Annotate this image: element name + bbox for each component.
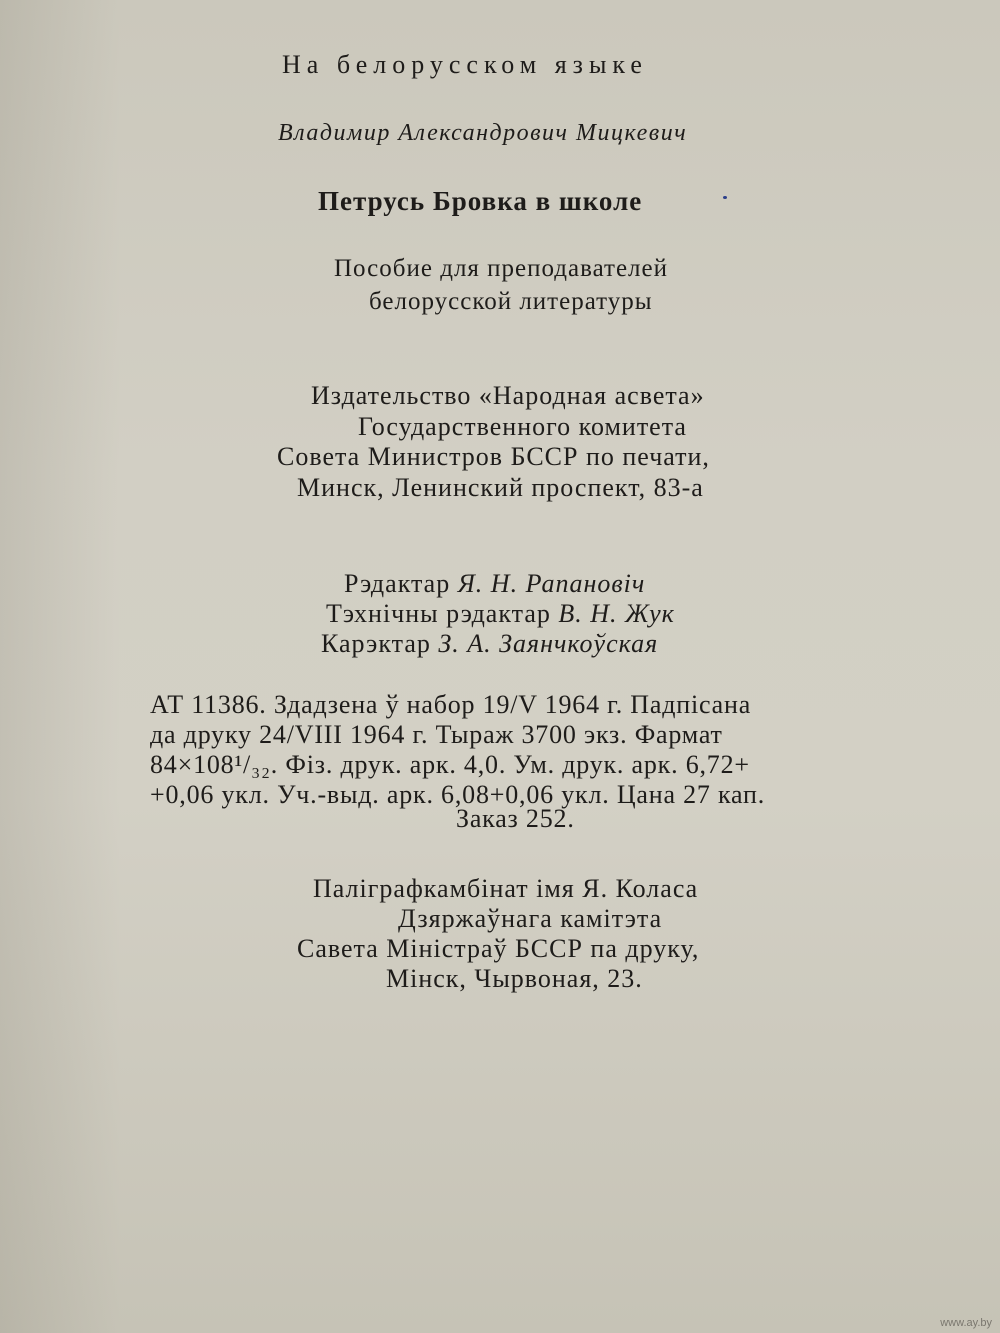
printer-line: Дзяржаўнага камітэта bbox=[398, 904, 663, 933]
printer-line: Савета Міністраў БССР па друку, bbox=[297, 934, 700, 963]
imprint-line: 84×108¹/₃₂. Фіз. друк. арк. 4,0. Ум. друк. арк. 6,72+ bbox=[150, 750, 750, 779]
credit-proofreader bbox=[321, 631, 658, 657]
subtitle-line-1: Пособие для преподавателей bbox=[334, 255, 669, 282]
subtitle-line-2: белорусской литературы bbox=[369, 288, 653, 315]
author-name: Владимир Александрович Мицкевич bbox=[278, 120, 688, 146]
publisher-line: Совета Министров БССР по печати, bbox=[277, 442, 710, 471]
imprint-line: да друку 24/VIII 1964 г. Тыраж 3700 экз. Фармат bbox=[150, 720, 723, 749]
credit-tech-editor bbox=[326, 601, 675, 627]
credit-role: Тэхнічны рэдактар bbox=[326, 599, 551, 628]
page-shadow bbox=[0, 0, 120, 1333]
credit-name: В. Н. Жук bbox=[558, 599, 675, 628]
credit-role: Рэдактар bbox=[344, 569, 451, 598]
publisher-line: Издательство «Народная асвета» bbox=[311, 381, 705, 410]
credit-role: Карэктар bbox=[321, 629, 431, 658]
imprint-line: +0,06 укл. Уч.-выд. арк. 6,08+0,06 укл. Цана 27 кап. bbox=[150, 780, 766, 809]
printer-line: Мінск, Чырвоная, 23. bbox=[386, 964, 643, 993]
language-note: На белорусском языке bbox=[282, 50, 648, 79]
credit-editor bbox=[344, 571, 645, 597]
ink-dot bbox=[723, 196, 727, 199]
imprint-line: АТ 11386. Здадзена ў набор 19/V 1964 г. Падпісана bbox=[150, 690, 752, 719]
publisher-line: Государственного комитета bbox=[358, 412, 687, 441]
watermark: www.ay.by bbox=[940, 1317, 992, 1329]
credit-name: Я. Н. Рапановіч bbox=[457, 569, 646, 598]
book-title: Петрусь Бровка в школе bbox=[318, 186, 643, 216]
imprint-line: Заказ 252. bbox=[456, 804, 575, 833]
credit-name: З. А. Заянчкоўская bbox=[438, 629, 659, 658]
printer-line: Паліграфкамбінат імя Я. Коласа bbox=[313, 874, 699, 903]
publisher-line: Минск, Ленинский проспект, 83-а bbox=[297, 473, 704, 502]
